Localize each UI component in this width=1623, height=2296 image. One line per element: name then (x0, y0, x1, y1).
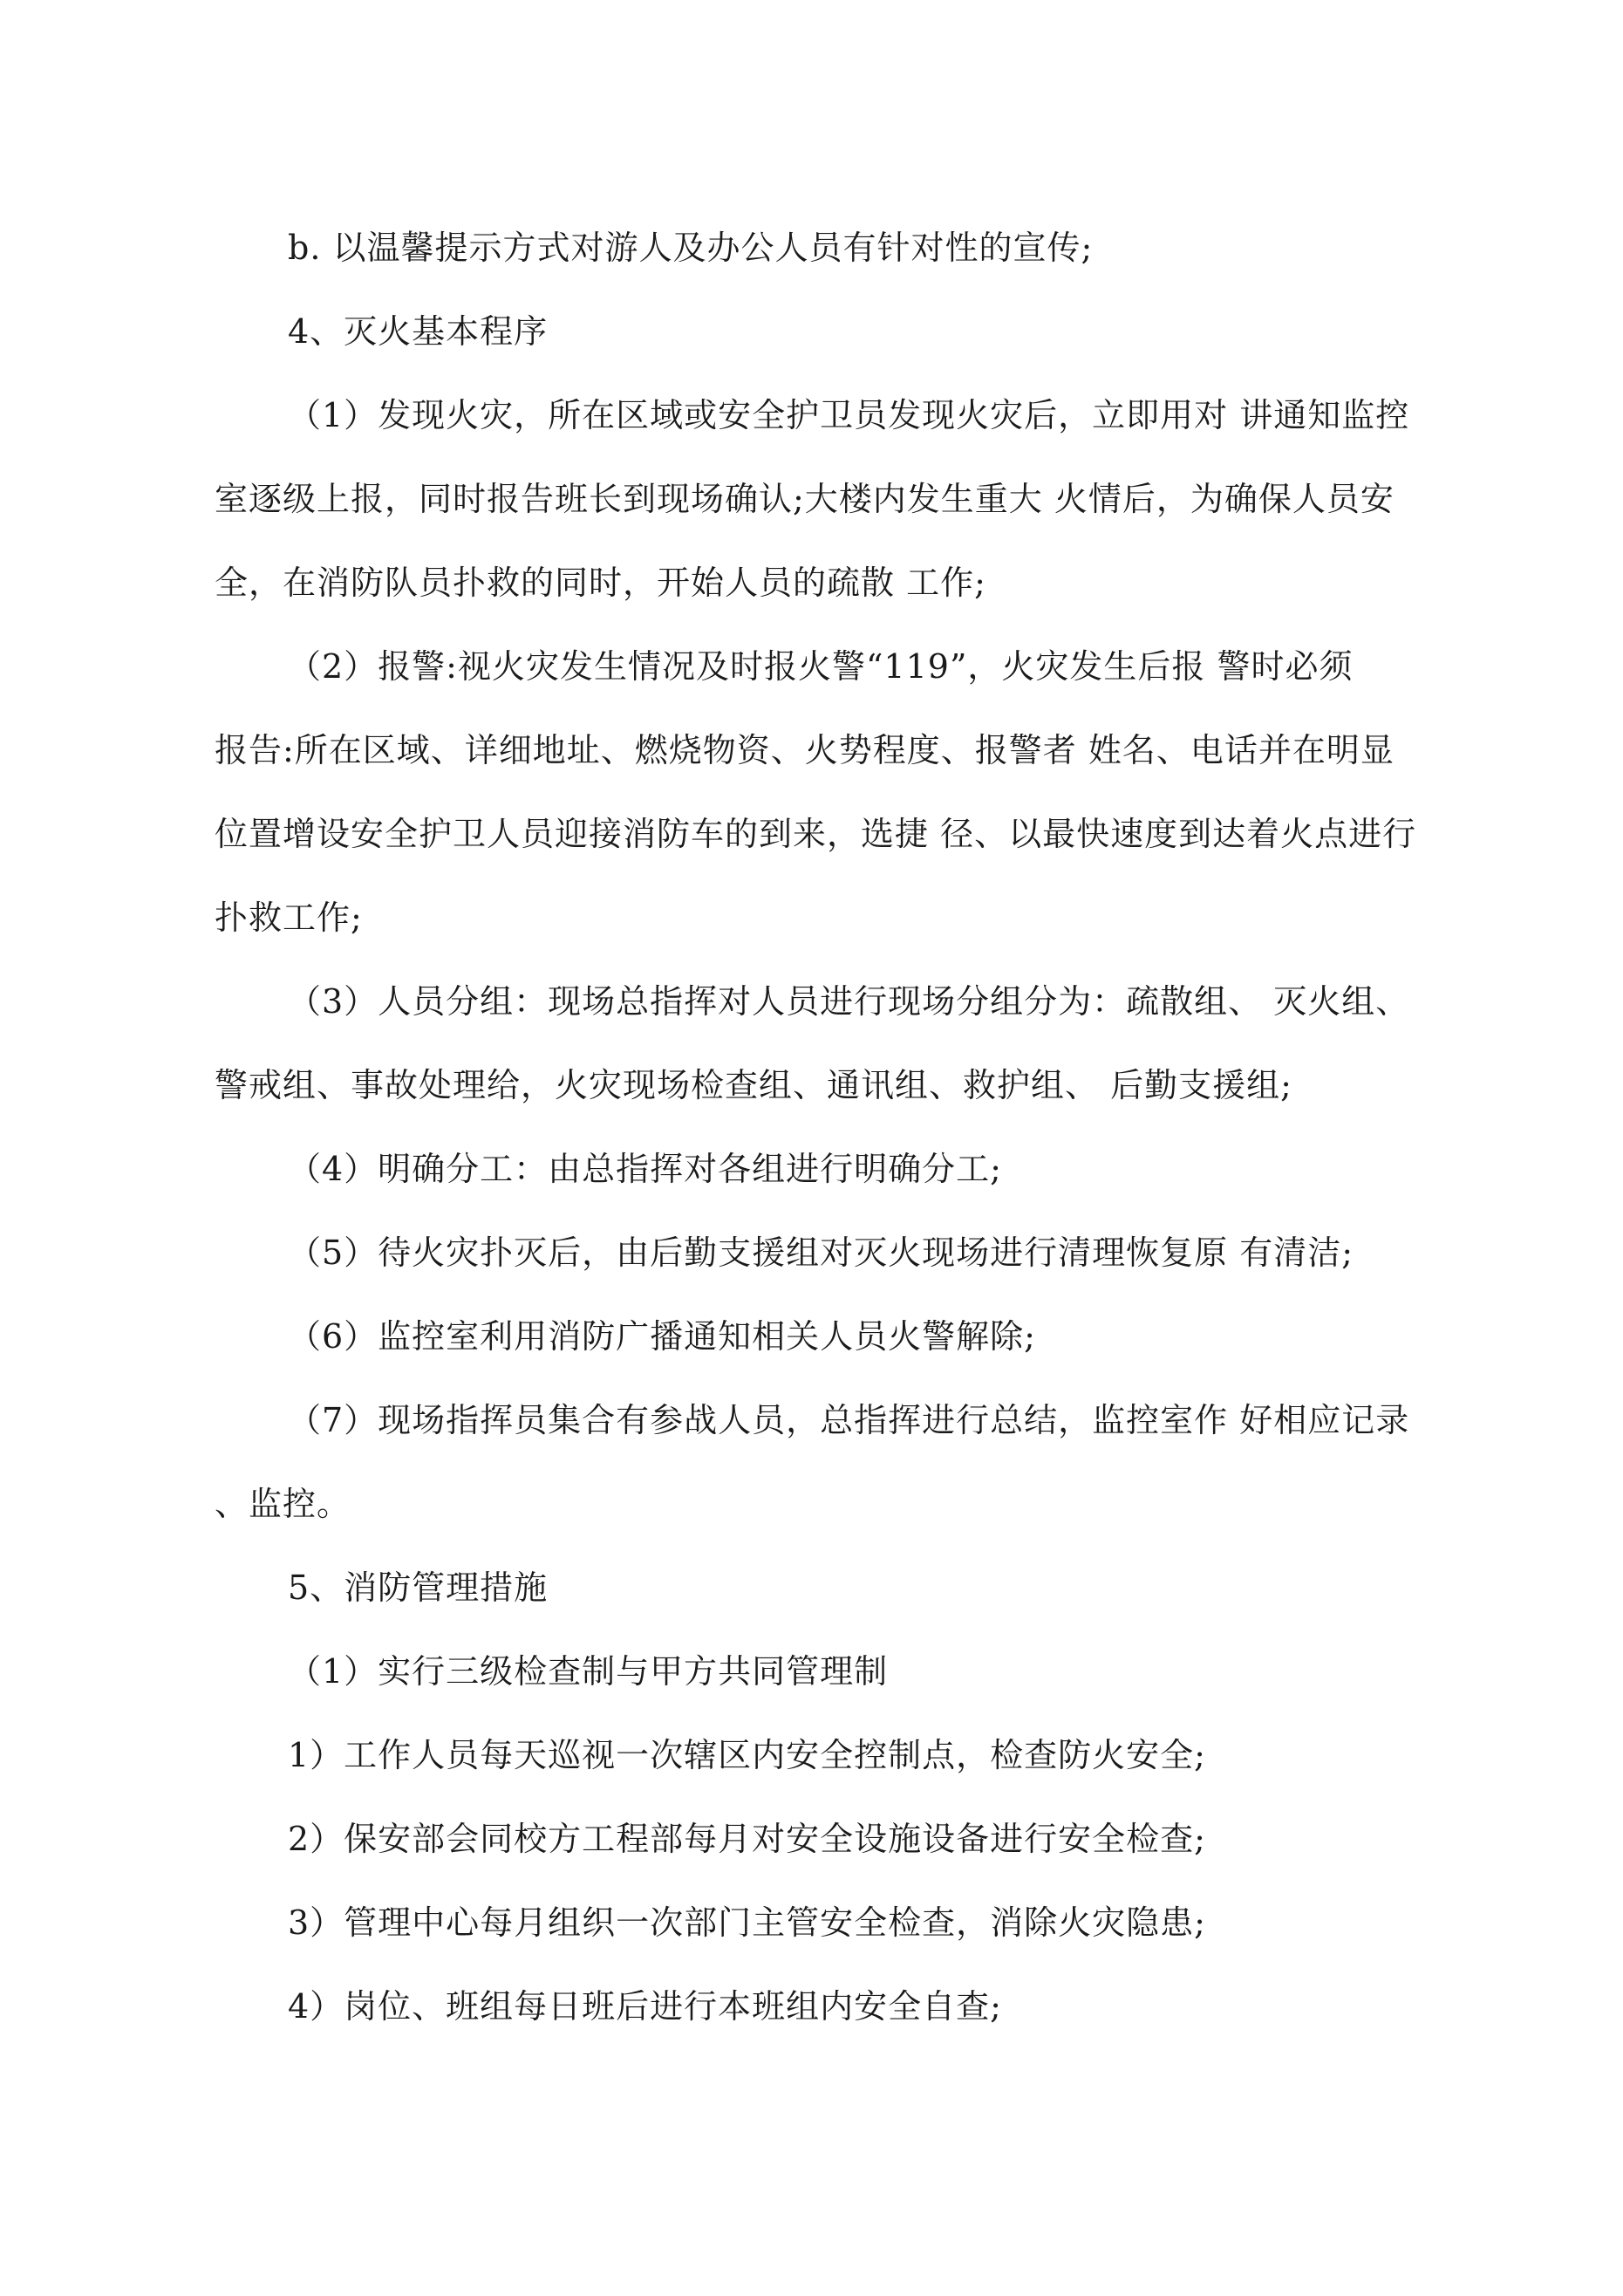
text-line-step6: （6）监控室利用消防广播通知相关人员火警解除; (288, 1317, 1036, 1356)
list-item-4: 4）岗位、班组每日班后进行本班组内安全自查; (288, 1987, 1002, 2026)
list-item-1: 1）工作人员每天巡视一次辖区内安全控制点，检查防火安全; (288, 1736, 1206, 1774)
text-line-step5: （5）待火灾扑灭后，由后勤支援组对灭火现场进行清理恢复原 有清洁; (288, 1233, 1354, 1272)
text-line-step4: （4）明确分工：由总指挥对各组进行明确分工; (288, 1150, 1002, 1188)
text-line-step2-b: 报告:所在区域、详细地址、燃烧物资、火势程度、报警者 姓名、电话并在明显 (215, 731, 1395, 769)
text-line-step1-c: 全，在消防队员扑救的同时，开始人员的疏散 工作; (215, 564, 986, 602)
text-line-step7-a: （7）现场指挥员集合有参战人员，总指挥进行总结，监控室作 好相应记录 (288, 1401, 1410, 1439)
list-item-3: 3）管理中心每月组织一次部门主管安全检查，消除火灾隐患; (288, 1903, 1206, 1942)
text-line-step1-a: （1）发现火灾，所在区域或安全护卫员发现火灾后，立即用对 讲通知监控 (288, 396, 1410, 434)
text-line-step2-a: （2）报警:视火灾发生情况及时报火警“119”，火灾发生后报 警时必须 (288, 647, 1354, 686)
subsection-heading-1: （1）实行三级检查制与甲方共同管理制 (288, 1652, 889, 1691)
text-line-b-promotion: b. 以温馨提示方式对游人及办公人员有针对性的宣传; (288, 229, 1094, 267)
text-line-step7-b: 、监控。 (215, 1485, 351, 1523)
text-line-step3-b: 警戒组、事故处理给，火灾现场检查组、通讯组、救护组、 后勤支援组; (215, 1066, 1292, 1104)
section-heading-4: 4、灭火基本程序 (288, 312, 549, 351)
text-line-step2-c: 位置增设安全护卫人员迎接消防车的到来，选捷 径、以最快速度到达着火点进行 (215, 815, 1417, 853)
text-line-step1-b: 室逐级上报，同时报告班长到现场确认;大楼内发生重大 火情后，为确保人员安 (215, 480, 1395, 518)
text-line-step3-a: （3）人员分组：现场总指挥对人员进行现场分组分为：疏散组、 灭火组、 (288, 982, 1410, 1021)
list-item-2: 2）保安部会同校方工程部每月对安全设施设备进行安全检查; (288, 1820, 1206, 1858)
text-line-step2-d: 扑救工作; (215, 899, 363, 937)
section-heading-5: 5、消防管理措施 (288, 1568, 549, 1607)
